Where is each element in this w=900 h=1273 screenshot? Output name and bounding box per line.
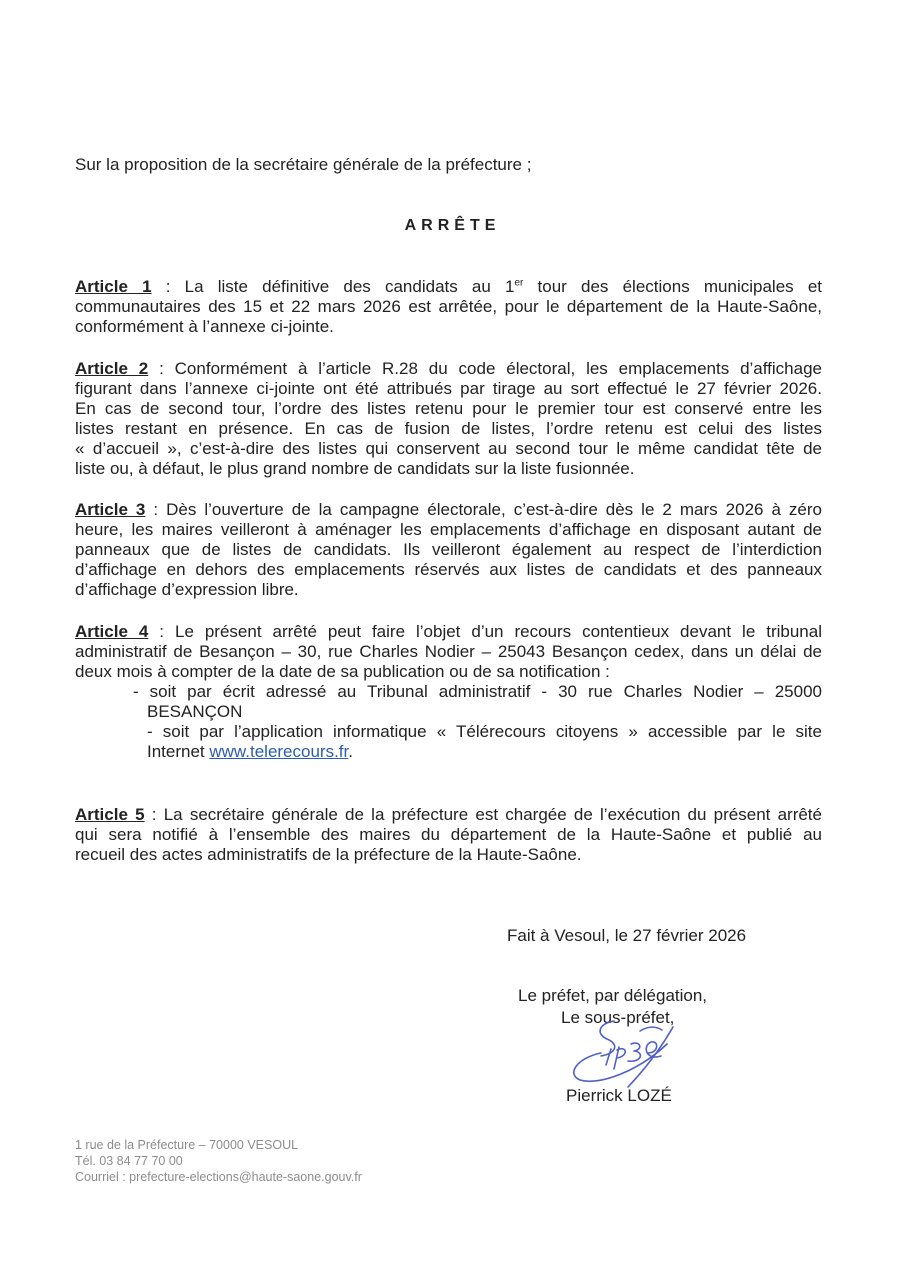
article-line: d’affichage en dehors des emplacements réservés aux listes de candidats et des panneaux (75, 560, 822, 579)
place-and-date: Fait à Vesoul, le 27 février 2026 (507, 926, 747, 945)
list-item-line: - soit par l’application informatique « Télérecours citoyens » accessible par le site (147, 722, 822, 741)
signatory-role: Le sous-préfet, (561, 1008, 675, 1027)
article-label: Article 2 (75, 359, 149, 378)
article-label-separator: : (145, 500, 167, 519)
article-label-separator: : (148, 359, 175, 378)
article-line: communautaires des 15 et 22 mars 2026 est arrêtée, pour le département de la Haute-Saône, (75, 297, 822, 316)
article-line (75, 805, 822, 825)
article-label: Article 1 (75, 277, 152, 296)
article-text: La liste définitive des candidats au 1 (184, 277, 515, 296)
article-1 (75, 277, 822, 337)
article-label-separator: : (144, 805, 164, 824)
article-line: listes restant en présence. En cas de fusion de listes, l’ordre retenu est celui des listes (75, 419, 822, 438)
list-item-text: . (348, 742, 353, 761)
article-line (75, 359, 822, 379)
article-line: liste ou, à défaut, le plus grand nombre de candidats sur la liste fusionnée. (75, 459, 635, 478)
ordinal-suffix: er (514, 277, 524, 289)
appeal-option-online (147, 722, 822, 762)
article-text: Dès l’ouverture de la campagne électorale, c’est-à-dire dès le 2 mars 2026 à zéro (166, 500, 823, 519)
article-label: Article 3 (75, 500, 146, 519)
article-label: Article 5 (75, 805, 145, 824)
article-line (75, 622, 822, 642)
article-text: tour des élections municipales et (523, 277, 822, 296)
article-line: panneaux que de listes de candidats. Ils veilleront également au respect de l’interdiction (75, 540, 822, 559)
signature-stroke (574, 1044, 667, 1081)
article-text: La secrétaire générale de la préfecture est chargée de l’exécution du présent arrêté (163, 805, 822, 824)
article-line (75, 500, 822, 520)
article-label-separator: : (151, 277, 185, 296)
article-4 (75, 622, 822, 762)
signature-stroke (614, 1047, 625, 1069)
footer-address: 1 rue de la Préfecture – 70000 VESOUL (75, 1138, 299, 1152)
signature-stroke (606, 1049, 611, 1065)
list-item-line: - soit par écrit adressé au Tribunal administratif - 30 rue Charles Nodier – 25000 (133, 682, 822, 701)
article-line (75, 277, 822, 297)
signatory-name: Pierrick LOZÉ (566, 1086, 672, 1105)
article-3 (75, 500, 822, 600)
signature-stroke (646, 1042, 661, 1057)
delegation-line: Le préfet, par délégation, (518, 986, 708, 1005)
decree-heading: ARRÊTE (404, 217, 501, 234)
article-line: administratif de Besançon – 30, rue Charles Nodier – 25043 Besançon cedex, dans un délai de (75, 642, 822, 661)
article-line: conformément à l’annexe ci-jointe. (75, 317, 334, 336)
article-line: deux mois à compter de la date de sa publication ou de sa notification : (75, 662, 610, 681)
article-line: figurant dans l’annexe ci-jointe ont été attribués par tirage au sort effectué le 27 février 2026. (75, 379, 822, 398)
article-text: Conformément à l’article R.28 du code électoral, les emplacements d’affichage (174, 359, 822, 378)
preamble: Sur la proposition de la secrétaire générale de la préfecture ; (75, 155, 532, 174)
article-label: Article 4 (75, 622, 149, 641)
article-text: Le présent arrêté peut faire l’objet d’un recours contentieux devant le tribunal (174, 622, 822, 641)
signature-stroke (628, 1043, 640, 1061)
footer-contact (75, 1137, 575, 1185)
list-item-line: BESANÇON (147, 702, 243, 721)
appeal-option-written (133, 682, 822, 722)
telerecours-link[interactable]: www.telerecours.fr (209, 742, 349, 761)
article-line: heure, les maires veilleront à aménager les emplacements d’affichage en disposant autant de (75, 520, 822, 539)
article-line: En cas de second tour, l’ordre des listes retenu pour le premier tour est conservé entre les (75, 399, 822, 418)
article-line: d’affichage d’expression libre. (75, 580, 299, 599)
article-5 (75, 805, 822, 865)
article-line: « d’accueil », c’est-à-dire des listes qui conservent au second tour le même candidat tête de (75, 439, 822, 458)
article-line: qui sera notifié à l’ensemble des maires du département de la Haute-Saône et publié au (75, 825, 822, 844)
article-label-separator: : (148, 622, 175, 641)
footer-email: Courriel : prefecture-elections@haute-saone.gouv.fr (75, 1170, 362, 1184)
list-item-line (147, 742, 822, 762)
signature-stroke (628, 1027, 673, 1087)
article-2 (75, 359, 822, 479)
article-line: recueil des actes administratifs de la préfecture de la Haute-Saône. (75, 845, 582, 864)
footer-phone: Tél. 03 84 77 70 00 (75, 1154, 183, 1168)
list-item-text: Internet (147, 742, 210, 761)
